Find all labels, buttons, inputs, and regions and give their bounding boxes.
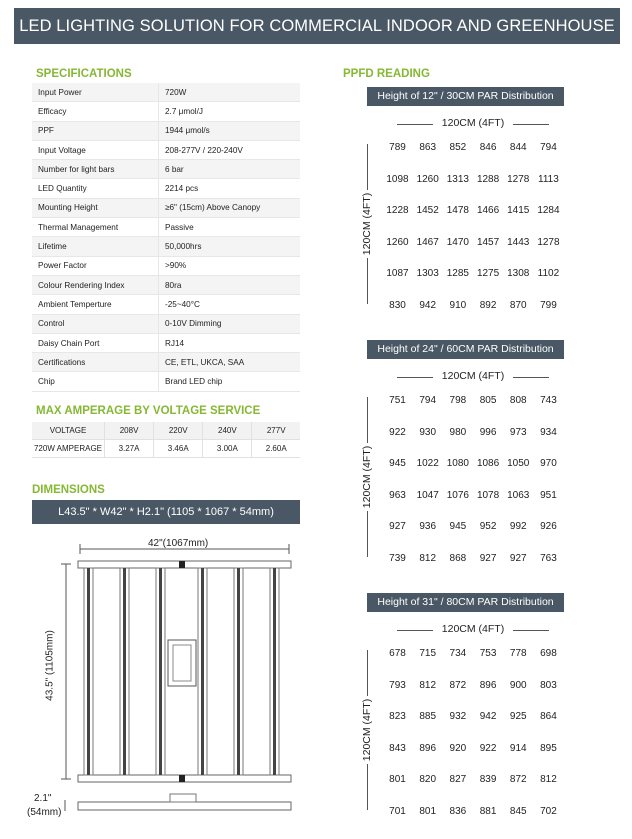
amperage-table <box>32 422 300 458</box>
ppfd-row <box>384 142 562 154</box>
ppfd-value: 739 <box>389 552 406 564</box>
ppfd-grid <box>384 395 562 585</box>
spec-key: Control <box>32 314 159 333</box>
ppfd-value: 996 <box>479 426 497 438</box>
axis-label: 120CM (4FT) <box>361 698 373 762</box>
amp-cell: 2.60A <box>252 440 300 458</box>
ppfd-value: 970 <box>540 458 557 470</box>
ppfd-value: 1047 <box>416 489 439 501</box>
ppfd-value: 812 <box>419 679 437 691</box>
ppfd-value: 1113 <box>538 173 559 185</box>
ppfd-value: 1228 <box>386 205 409 217</box>
amperage-title: MAX AMPERAGE BY VOLTAGE SERVICE <box>36 405 261 417</box>
amp-cell: 240V <box>203 422 252 440</box>
ppfd-value: 799 <box>540 299 557 311</box>
spec-row <box>32 160 300 179</box>
ppfd-row <box>384 300 562 312</box>
ppfd-row <box>384 395 562 407</box>
ppfd-value: 845 <box>509 805 527 817</box>
ppfd-value: 1278 <box>507 173 530 185</box>
ppfd-value: 702 <box>540 805 557 817</box>
specifications-table <box>32 83 300 392</box>
ppfd-value: 1467 <box>416 236 439 248</box>
dimensions-title: DIMENSIONS <box>32 484 105 496</box>
spec-value: 0-10V Dimming <box>159 314 301 333</box>
ppfd-value: 1466 <box>476 205 500 217</box>
ppfd-value: 1078 <box>476 489 500 501</box>
ppfd-value: 805 <box>479 395 497 406</box>
ppfd-value: 1457 <box>476 236 500 248</box>
ppfd-value: 914 <box>509 742 527 754</box>
axis-line <box>397 377 433 378</box>
spec-key: Mounting Height <box>32 198 159 217</box>
ppfd-value: 701 <box>389 805 406 817</box>
ppfd-value: 820 <box>419 774 437 786</box>
ppfd-panel-title: Height of 24" / 60CM PAR Distribution <box>367 340 564 359</box>
ppfd-value: 798 <box>449 395 467 406</box>
amp-cell: 720W AMPERAGE <box>32 440 105 458</box>
spec-value: 50,000hrs <box>159 237 301 256</box>
ppfd-value: 1260 <box>416 173 439 185</box>
ppfd-value: 922 <box>479 742 497 754</box>
amp-cell: VOLTAGE <box>32 422 105 440</box>
ppfd-row <box>384 774 562 786</box>
spec-row <box>32 372 300 391</box>
ppfd-value: 793 <box>389 679 406 691</box>
spec-value: 2214 pcs <box>159 179 301 198</box>
ppfd-row <box>384 680 562 692</box>
ppfd-row <box>384 237 562 249</box>
ppfd-value: 885 <box>419 711 437 723</box>
ppfd-value: 1022 <box>416 458 439 470</box>
axis-line <box>513 377 549 378</box>
ppfd-value: 927 <box>389 521 406 533</box>
axis-label: 120CM (4FT) <box>361 192 373 256</box>
ppfd-row <box>384 205 562 217</box>
axis-line <box>367 511 368 557</box>
ppfd-row <box>384 806 562 818</box>
ppfd-value: 1308 <box>507 268 530 280</box>
axis-left <box>360 650 374 810</box>
axis-line <box>367 397 368 443</box>
axis-line <box>397 630 433 631</box>
axis-line <box>367 650 368 696</box>
ppfd-value: 870 <box>509 299 527 311</box>
page-banner: LED LIGHTING SOLUTION FOR COMMERCIAL INDOOR AND GREENHOUSE APPLICATIONS <box>14 8 620 44</box>
ppfd-value: 930 <box>419 426 437 438</box>
axis-label: 120CM (4FT) <box>441 623 505 635</box>
spec-row <box>32 121 300 140</box>
spec-key: Chip <box>32 372 159 391</box>
ppfd-value: 1284 <box>537 205 560 217</box>
ppfd-value: 823 <box>389 711 406 723</box>
spec-row <box>32 218 300 237</box>
ppfd-value: 1076 <box>446 489 469 501</box>
ppfd-value: 803 <box>540 679 557 691</box>
amp-cell: 3.00A <box>203 440 252 458</box>
specifications-title: SPECIFICATIONS <box>36 68 132 80</box>
ppfd-value: 794 <box>419 395 437 406</box>
ppfd-value: 1063 <box>507 489 530 501</box>
ppfd-value: 1443 <box>507 236 530 248</box>
ppfd-row <box>384 521 562 533</box>
ppfd-value: 1260 <box>386 236 409 248</box>
amp-cell: 277V <box>252 422 300 440</box>
ppfd-row <box>384 490 562 502</box>
ppfd-value: 992 <box>509 521 527 533</box>
ppfd-value: 895 <box>540 742 557 754</box>
ppfd-value: 698 <box>540 648 557 659</box>
spec-row <box>32 256 300 275</box>
ppfd-value: 715 <box>419 648 437 659</box>
ppfd-value: 892 <box>479 299 497 311</box>
ppfd-value: 942 <box>479 711 497 723</box>
axis-top <box>397 370 549 382</box>
spec-key: Power Factor <box>32 256 159 275</box>
ppfd-value: 678 <box>389 648 406 659</box>
spec-value: -25~40°C <box>159 295 301 314</box>
ppfd-row <box>384 743 562 755</box>
ppfd-value: 1080 <box>446 458 469 470</box>
spec-key: Lifetime <box>32 237 159 256</box>
ppfd-row <box>384 458 562 470</box>
ppfd-value: 844 <box>509 142 527 153</box>
amp-cell: 208V <box>105 422 154 440</box>
ppfd-value: 778 <box>509 648 527 659</box>
ppfd-value: 980 <box>449 426 467 438</box>
ppfd-value: 942 <box>419 299 437 311</box>
ppfd-value: 801 <box>389 774 406 786</box>
ppfd-value: 925 <box>509 711 527 723</box>
axis-line <box>513 124 549 125</box>
ppfd-value: 868 <box>449 552 467 564</box>
spec-key: Input Voltage <box>32 140 159 159</box>
spec-row <box>32 314 300 333</box>
ppfd-value: 863 <box>419 142 437 153</box>
ppfd-value: 794 <box>540 142 557 153</box>
spec-value: Passive <box>159 218 301 237</box>
ppfd-value: 836 <box>449 805 467 817</box>
amp-cell: 3.27A <box>105 440 154 458</box>
ppfd-value: 1278 <box>537 236 560 248</box>
ppfd-row <box>384 553 562 565</box>
spec-value: Brand LED chip <box>159 372 301 391</box>
spec-value: 2.7 μmol/J <box>159 102 301 121</box>
spec-value: 1944 μmol/s <box>159 121 301 140</box>
ppfd-value: 1087 <box>386 268 409 280</box>
axis-left <box>360 144 374 304</box>
spec-key: Ambient Temperture <box>32 295 159 314</box>
spec-row <box>32 295 300 314</box>
ppfd-value: 1050 <box>507 458 530 470</box>
spec-row <box>32 140 300 159</box>
spec-key: Number for light bars <box>32 160 159 179</box>
axis-line <box>367 258 368 304</box>
spec-value: 720W <box>159 83 301 102</box>
ppfd-value: 1478 <box>446 205 469 217</box>
amp-header-row <box>32 422 300 440</box>
ppfd-panel-title: Height of 31" / 80CM PAR Distribution <box>367 593 564 612</box>
axis-top <box>397 623 549 635</box>
ppfd-value: 846 <box>479 142 497 153</box>
ppfd-value: 945 <box>389 458 406 470</box>
ppfd-value: 1313 <box>446 173 469 185</box>
axis-label: 120CM (4FT) <box>441 117 505 129</box>
ppfd-value: 952 <box>479 521 497 533</box>
spec-row <box>32 83 300 102</box>
ppfd-value: 864 <box>540 711 557 723</box>
ppfd-value: 963 <box>389 489 406 501</box>
ppfd-value: 827 <box>449 774 467 786</box>
axis-top <box>397 117 549 129</box>
ppfd-grid <box>384 142 562 332</box>
ppfd-value: 910 <box>449 299 467 311</box>
ppfd-row <box>384 711 562 723</box>
amp-row <box>32 440 300 458</box>
axis-left <box>360 397 374 557</box>
ppfd-row <box>384 427 562 439</box>
ppfd-value: 1288 <box>476 173 500 185</box>
amp-cell: 3.46A <box>154 440 203 458</box>
ppfd-value: 945 <box>449 521 467 533</box>
ppfd-value: 812 <box>419 552 437 564</box>
amp-cell: 220V <box>154 422 203 440</box>
axis-line <box>367 764 368 810</box>
ppfd-value: 934 <box>540 426 557 438</box>
ppfd-row <box>384 268 562 280</box>
ppfd-value: 932 <box>449 711 467 723</box>
ppfd-panel-title: Height of 12" / 30CM PAR Distribution <box>367 87 564 106</box>
ppfd-value: 751 <box>389 395 406 406</box>
height-dimension-label: 2.1" <box>34 793 52 804</box>
ppfd-value: 927 <box>479 552 497 564</box>
spec-row <box>32 237 300 256</box>
ppfd-value: 920 <box>449 742 467 754</box>
spec-row <box>32 353 300 372</box>
spec-value: ≥6" (15cm) Above Canopy <box>159 198 301 217</box>
axis-label: 120CM (4FT) <box>361 445 373 509</box>
spec-value: CE, ETL, UKCA, SAA <box>159 353 301 372</box>
spec-key: Colour Rendering Index <box>32 275 159 294</box>
axis-line <box>367 144 368 190</box>
ppfd-value: 789 <box>389 142 406 153</box>
spec-row <box>32 102 300 121</box>
dimensions-summary: L43.5" * W42" * H2.1" (1105 * 1067 * 54mm) <box>32 500 300 524</box>
spec-row <box>32 179 300 198</box>
ppfd-value: 843 <box>389 742 406 754</box>
ppfd-value: 1098 <box>386 173 409 185</box>
ppfd-row <box>384 648 562 660</box>
spec-row <box>32 333 300 352</box>
ppfd-value: 1452 <box>416 205 439 217</box>
ppfd-row <box>384 174 562 186</box>
spec-key: PPF <box>32 121 159 140</box>
spec-key: Input Power <box>32 83 159 102</box>
ppfd-title: PPFD READING <box>343 68 430 80</box>
ppfd-value: 896 <box>479 679 497 691</box>
ppfd-value: 872 <box>449 679 467 691</box>
ppfd-value: 1303 <box>416 268 439 280</box>
ppfd-value: 872 <box>509 774 527 786</box>
ppfd-value: 808 <box>509 395 527 406</box>
ppfd-grid <box>384 648 562 838</box>
spec-value: 80ra <box>159 275 301 294</box>
ppfd-value: 900 <box>509 679 527 691</box>
ppfd-value: 839 <box>479 774 497 786</box>
ppfd-value: 734 <box>449 648 467 659</box>
ppfd-value: 926 <box>540 521 557 533</box>
ppfd-value: 1086 <box>476 458 500 470</box>
ppfd-value: 1102 <box>537 268 560 280</box>
ppfd-value: 1470 <box>446 236 469 248</box>
ppfd-value: 753 <box>479 648 497 659</box>
length-dimension-label: 43.5" (1105mm) <box>44 630 56 701</box>
height-dimension-label-mm: (54mm) <box>27 807 62 818</box>
ppfd-value: 1275 <box>476 268 500 280</box>
ppfd-value: 936 <box>419 521 437 533</box>
ppfd-value: 801 <box>419 805 437 817</box>
ppfd-value: 896 <box>419 742 437 754</box>
ppfd-value: 812 <box>540 774 557 786</box>
spec-key: Certifications <box>32 353 159 372</box>
axis-label: 120CM (4FT) <box>441 370 505 382</box>
width-dimension-label: 42"(1067mm) <box>148 538 209 549</box>
ppfd-value: 743 <box>540 395 557 406</box>
spec-value: 6 bar <box>159 160 301 179</box>
ppfd-value: 763 <box>540 552 557 564</box>
ppfd-value: 973 <box>509 426 527 438</box>
spec-value: RJ14 <box>159 333 301 352</box>
ppfd-value: 852 <box>449 142 467 153</box>
spec-value: >90% <box>159 256 301 275</box>
ppfd-value: 830 <box>389 299 406 311</box>
ppfd-value: 1285 <box>446 268 469 280</box>
spec-key: LED Quantity <box>32 179 159 198</box>
axis-line <box>513 630 549 631</box>
spec-key: Daisy Chain Port <box>32 333 159 352</box>
ppfd-value: 881 <box>479 805 497 817</box>
ppfd-value: 1415 <box>507 205 530 217</box>
axis-line <box>397 124 433 125</box>
spec-key: Thermal Management <box>32 218 159 237</box>
spec-row <box>32 275 300 294</box>
spec-row <box>32 198 300 217</box>
spec-value: 208-277V / 220-240V <box>159 140 301 159</box>
spec-key: Efficacy <box>32 102 159 121</box>
ppfd-value: 927 <box>509 552 527 564</box>
ppfd-value: 951 <box>540 489 557 501</box>
ppfd-value: 922 <box>389 426 406 438</box>
